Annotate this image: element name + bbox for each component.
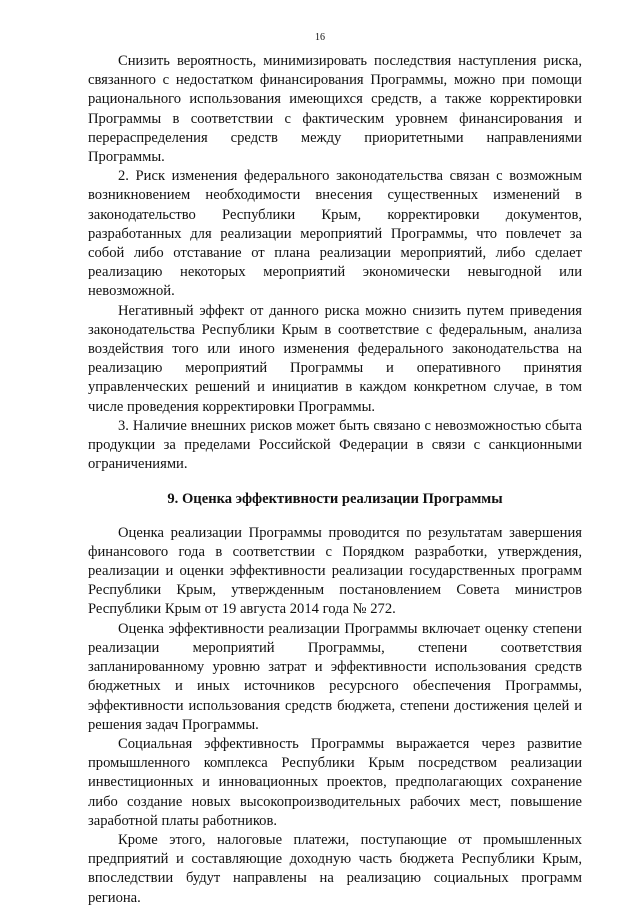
page-content bbox=[88, 52, 582, 908]
paragraph: Кроме этого, налоговые платежи, поступающие от промышленных предприятий и составляющие доходную часть бюджета Республики Крым, впоследствии будут направлены на реализацию социальных программ региона. bbox=[88, 831, 582, 906]
paragraph: Социальная эффективность Программы выражается через развитие промышленного комплекса Республики Крым посредством реализации инвестиционных и инновационных проектов, предполагающих сохранение либо создание новых высокопроизводительных рабочих мест, повышение заработной платы работников. bbox=[88, 735, 582, 829]
paragraph: 2. Риск изменения федерального законодательства связан с возможным возникновением необходимости внесения существенных изменений в законодательство Республики Крым, корректировки документов, разработанных для реализации мероприятий Программы, что повлечет за собой либо отставание от плана реализации мероприятий, либо сделает реализацию некоторых мероприятий экономически невыгодной или невозможной. bbox=[88, 168, 582, 300]
paragraph: Снизить вероятность, минимизировать последствия наступления риска, связанного с недостатком финансирования Программы, можно при помощи рационального использования имеющихся средств, а также корректировки Программы в соответствии с фактическим уровнем финансирования и перераспределения средств между приоритетными направлениями Программы. bbox=[88, 53, 582, 166]
page-number: 16 bbox=[315, 32, 325, 43]
section-heading: 9. Оценка эффективности реализации Программы bbox=[167, 491, 503, 508]
paragraph: Негативный эффект от данного риска можно снизить путем приведения законодательства Республики Крым в соответствие с федеральным, анализа воздействия того или иного изменения федерального законодательства на реализацию мероприятий Программы и оперативного принятия управленческих решений и инициатив в каждом конкретном случае, в том числе проведения корректировки Программы. bbox=[88, 302, 582, 415]
paragraph: Оценка эффективности реализации Программы включает оценку степени реализации мероприятий Программы, степени соответствия запланированному уровню затрат и эффективности использования средств бюджетных и иных источников ресурсного обеспечения Программы, эффективности использования средств бюджета, степени достижения целей и решения задач Программы. bbox=[88, 620, 582, 733]
paragraph: 3. Наличие внешних рисков может быть связано с невозможностью сбыта продукции за пределами Российской Федерации в связи с санкционными ограничениями. bbox=[88, 417, 582, 473]
paragraph: Оценка реализации Программы проводится по результатам завершения финансового года в соответствии с Порядком разработки, утверждения, реализации и оценки эффективности реализации государственных программ Республики Крым, утвержденным постановлением Совета министров Республики Крым от 19 августа 2014 года № 272. bbox=[88, 524, 582, 618]
